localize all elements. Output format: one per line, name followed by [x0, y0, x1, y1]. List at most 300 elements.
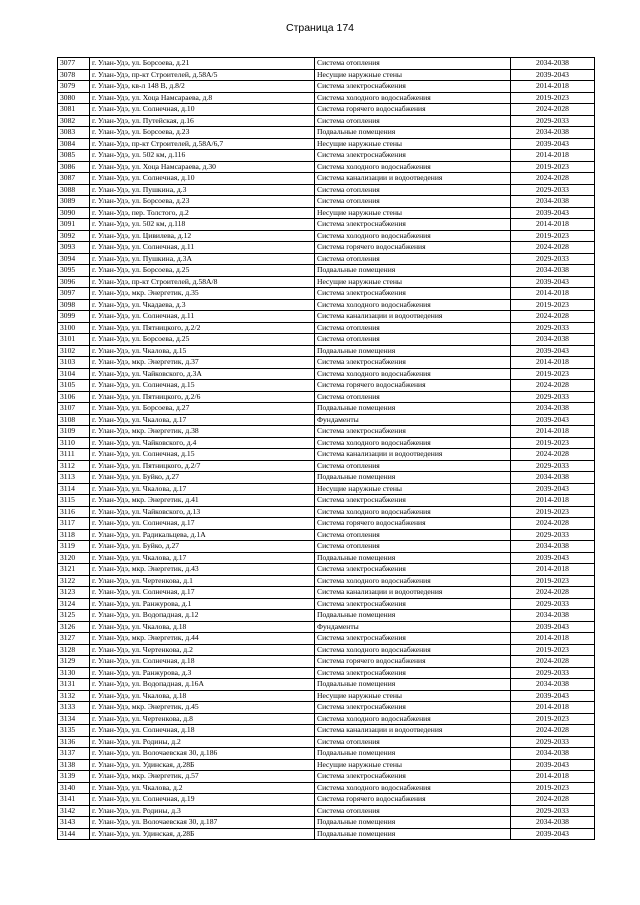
row-number: 3084	[58, 138, 90, 150]
system-cell: Система отопления	[315, 58, 511, 70]
period-cell: 2034-2038	[511, 541, 595, 553]
row-number: 3139	[58, 771, 90, 783]
address-cell: г. Улан-Удэ, ул. Радикальцева, д.1А	[90, 529, 315, 541]
table-row	[58, 794, 595, 806]
table-row	[58, 506, 595, 518]
row-number: 3089	[58, 196, 90, 208]
table-row	[58, 391, 595, 403]
row-number: 3083	[58, 127, 90, 139]
period-cell: 2029-2033	[511, 115, 595, 127]
table-row	[58, 92, 595, 104]
system-cell: Система отопления	[315, 334, 511, 346]
period-cell: 2019-2023	[511, 92, 595, 104]
period-cell: 2039-2043	[511, 552, 595, 564]
system-cell: Система отопления	[315, 805, 511, 817]
table-row	[58, 265, 595, 277]
table-row	[58, 644, 595, 656]
system-cell: Система электроснабжения	[315, 564, 511, 576]
table-row	[58, 610, 595, 622]
row-number: 3086	[58, 161, 90, 173]
address-cell: г. Улан-Удэ, ул. Чкалова, д.17	[90, 552, 315, 564]
table-row	[58, 828, 595, 840]
address-cell: г. Улан-Удэ, ул. Чкалова, д.17	[90, 483, 315, 495]
table-row	[58, 414, 595, 426]
table-row	[58, 253, 595, 265]
table-row	[58, 322, 595, 334]
system-cell: Система электроснабжения	[315, 771, 511, 783]
period-cell: 2039-2043	[511, 345, 595, 357]
address-cell: г. Улан-Удэ, ул. Буйко, д.27	[90, 541, 315, 553]
period-cell: 2024-2028	[511, 380, 595, 392]
system-cell: Система холодного водоснабжения	[315, 368, 511, 380]
system-cell: Система электроснабжения	[315, 219, 511, 231]
row-number: 3103	[58, 357, 90, 369]
address-cell: г. Улан-Удэ, ул. 502 км, д.118	[90, 219, 315, 231]
address-cell: г. Улан-Удэ, ул. Солнечная, д.15	[90, 380, 315, 392]
row-number: 3109	[58, 426, 90, 438]
row-number: 3136	[58, 736, 90, 748]
system-cell: Система электроснабжения	[315, 495, 511, 507]
table-row	[58, 449, 595, 461]
address-cell: г. Улан-Удэ, ул. 502 км, д.116	[90, 150, 315, 162]
period-cell: 2039-2043	[511, 621, 595, 633]
period-cell: 2039-2043	[511, 414, 595, 426]
row-number: 3134	[58, 713, 90, 725]
period-cell: 2034-2038	[511, 817, 595, 829]
row-number: 3118	[58, 529, 90, 541]
table-row	[58, 288, 595, 300]
address-cell: г. Улан-Удэ, пр-кт Строителей, д.58А/6,7	[90, 138, 315, 150]
period-cell: 2039-2043	[511, 828, 595, 840]
table-row	[58, 736, 595, 748]
system-cell: Система канализации и водоотведения	[315, 449, 511, 461]
period-cell: 2019-2023	[511, 713, 595, 725]
table-row	[58, 426, 595, 438]
period-cell: 2039-2043	[511, 483, 595, 495]
period-cell: 2039-2043	[511, 276, 595, 288]
row-number: 3082	[58, 115, 90, 127]
period-cell: 2024-2028	[511, 656, 595, 668]
period-cell: 2034-2038	[511, 265, 595, 277]
period-cell: 2014-2018	[511, 426, 595, 438]
table-body	[58, 58, 595, 840]
row-number: 3140	[58, 782, 90, 794]
address-cell: г. Улан-Удэ, ул. Чкалова, д.18	[90, 690, 315, 702]
system-cell: Система отопления	[315, 460, 511, 472]
address-cell: г. Улан-Удэ, мкр. Энергетик, д.37	[90, 357, 315, 369]
period-cell: 2014-2018	[511, 357, 595, 369]
system-cell: Подвальные помещения	[315, 552, 511, 564]
system-cell: Система электроснабжения	[315, 633, 511, 645]
table-row	[58, 138, 595, 150]
table-row	[58, 782, 595, 794]
system-cell: Система отопления	[315, 541, 511, 553]
table-row	[58, 127, 595, 139]
address-cell: г. Улан-Удэ, ул. Солнечная, д.19	[90, 794, 315, 806]
table-row	[58, 104, 595, 116]
table-row	[58, 81, 595, 93]
period-cell: 2034-2038	[511, 748, 595, 760]
period-cell: 2039-2043	[511, 690, 595, 702]
address-cell: г. Улан-Удэ, ул. Солнечная, д.10	[90, 173, 315, 185]
period-cell: 2024-2028	[511, 311, 595, 323]
address-cell: г. Улан-Удэ, ул. Чайковского, д.13	[90, 506, 315, 518]
row-number: 3093	[58, 242, 90, 254]
system-cell: Система отопления	[315, 184, 511, 196]
row-number: 3095	[58, 265, 90, 277]
period-cell: 2019-2023	[511, 506, 595, 518]
period-cell: 2029-2033	[511, 184, 595, 196]
period-cell: 2034-2038	[511, 610, 595, 622]
row-number: 3141	[58, 794, 90, 806]
system-cell: Система горячего водоснабжения	[315, 380, 511, 392]
system-cell: Подвальные помещения	[315, 748, 511, 760]
row-number: 3125	[58, 610, 90, 622]
row-number: 3113	[58, 472, 90, 484]
system-cell: Система горячего водоснабжения	[315, 518, 511, 530]
row-number: 3102	[58, 345, 90, 357]
row-number: 3142	[58, 805, 90, 817]
address-cell: г. Улан-Удэ, ул. Солнечная, д.17	[90, 587, 315, 599]
system-cell: Система холодного водоснабжения	[315, 644, 511, 656]
period-cell: 2034-2038	[511, 334, 595, 346]
table-row	[58, 345, 595, 357]
system-cell: Система отопления	[315, 391, 511, 403]
period-cell: 2014-2018	[511, 81, 595, 93]
table-row	[58, 173, 595, 185]
period-cell: 2029-2033	[511, 529, 595, 541]
address-cell: г. Улан-Удэ, ул. Чайковского, д.3А	[90, 368, 315, 380]
row-number: 3092	[58, 230, 90, 242]
system-cell: Система электроснабжения	[315, 702, 511, 714]
period-cell: 2029-2033	[511, 253, 595, 265]
system-cell: Несущие наружные стены	[315, 759, 511, 771]
system-cell: Система холодного водоснабжения	[315, 92, 511, 104]
table-row	[58, 483, 595, 495]
row-number: 3126	[58, 621, 90, 633]
table-row	[58, 184, 595, 196]
table-row	[58, 460, 595, 472]
table-row	[58, 552, 595, 564]
table-row	[58, 633, 595, 645]
system-cell: Система горячего водоснабжения	[315, 656, 511, 668]
system-cell: Подвальные помещения	[315, 345, 511, 357]
address-cell: г. Улан-Удэ, ул. Борсоева, д.25	[90, 265, 315, 277]
period-cell: 2029-2033	[511, 322, 595, 334]
table-row	[58, 334, 595, 346]
address-cell: г. Улан-Удэ, ул. Пятницкого, д.2/2	[90, 322, 315, 334]
table-row	[58, 437, 595, 449]
period-cell: 2014-2018	[511, 564, 595, 576]
table-row	[58, 656, 595, 668]
period-cell: 2034-2038	[511, 679, 595, 691]
address-cell: г. Улан-Удэ, ул. Солнечная, д.15	[90, 449, 315, 461]
period-cell: 2019-2023	[511, 299, 595, 311]
system-cell: Система холодного водоснабжения	[315, 782, 511, 794]
system-cell: Система электроснабжения	[315, 150, 511, 162]
row-number: 3100	[58, 322, 90, 334]
row-number: 3111	[58, 449, 90, 461]
row-number: 3101	[58, 334, 90, 346]
period-cell: 2029-2033	[511, 598, 595, 610]
system-cell: Система холодного водоснабжения	[315, 506, 511, 518]
system-cell: Система отопления	[315, 529, 511, 541]
system-cell: Фундаменты	[315, 621, 511, 633]
row-number: 3097	[58, 288, 90, 300]
table-row	[58, 598, 595, 610]
table-row	[58, 817, 595, 829]
period-cell: 2019-2023	[511, 368, 595, 380]
system-cell: Подвальные помещения	[315, 472, 511, 484]
address-cell: г. Улан-Удэ, ул. Чкалова, д.2	[90, 782, 315, 794]
system-cell: Система холодного водоснабжения	[315, 161, 511, 173]
address-cell: г. Улан-Удэ, ул. Хоца Намсараева, д.30	[90, 161, 315, 173]
row-number: 3116	[58, 506, 90, 518]
table-row	[58, 529, 595, 541]
table-row	[58, 69, 595, 81]
period-cell: 2014-2018	[511, 219, 595, 231]
row-number: 3127	[58, 633, 90, 645]
address-cell: г. Улан-Удэ, ул. Солнечная, д.18	[90, 725, 315, 737]
address-cell: г. Улан-Удэ, ул. Цивилева, д.12	[90, 230, 315, 242]
system-cell: Система канализации и водоотведения	[315, 587, 511, 599]
system-cell: Система холодного водоснабжения	[315, 575, 511, 587]
address-cell: г. Улан-Удэ, ул. Чкалова, д.17	[90, 414, 315, 426]
period-cell: 2014-2018	[511, 288, 595, 300]
system-cell: Система канализации и водоотведения	[315, 311, 511, 323]
table-row	[58, 207, 595, 219]
system-cell: Несущие наружные стены	[315, 69, 511, 81]
period-cell: 2024-2028	[511, 725, 595, 737]
address-cell: г. Улан-Удэ, мкр. Энергетик, д.43	[90, 564, 315, 576]
row-number: 3128	[58, 644, 90, 656]
system-cell: Система горячего водоснабжения	[315, 104, 511, 116]
period-cell: 2029-2033	[511, 460, 595, 472]
table-row	[58, 748, 595, 760]
row-number: 3110	[58, 437, 90, 449]
address-cell: г. Улан-Удэ, мкр. Энергетик, д.38	[90, 426, 315, 438]
period-cell: 2034-2038	[511, 403, 595, 415]
period-cell: 2029-2033	[511, 805, 595, 817]
row-number: 3106	[58, 391, 90, 403]
address-cell: г. Улан-Удэ, мкр. Энергетик, д.45	[90, 702, 315, 714]
row-number: 3137	[58, 748, 90, 760]
address-cell: г. Улан-Удэ, ул. Чкалова, д.18	[90, 621, 315, 633]
period-cell: 2014-2018	[511, 150, 595, 162]
system-cell: Система холодного водоснабжения	[315, 230, 511, 242]
address-cell: г. Улан-Удэ, ул. Солнечная, д.18	[90, 656, 315, 668]
address-cell: г. Улан-Удэ, ул. Солнечная, д.11	[90, 311, 315, 323]
repair-schedule-table	[57, 57, 595, 840]
row-number: 3121	[58, 564, 90, 576]
address-cell: г. Улан-Удэ, ул. Ранжурова, д.1	[90, 598, 315, 610]
period-cell: 2034-2038	[511, 58, 595, 70]
system-cell: Система холодного водоснабжения	[315, 713, 511, 725]
address-cell: г. Улан-Удэ, ул. Водопадная, д.16А	[90, 679, 315, 691]
table-row	[58, 725, 595, 737]
address-cell: г. Улан-Удэ, ул. Ранжурова, д.3	[90, 667, 315, 679]
period-cell: 2039-2043	[511, 759, 595, 771]
system-cell: Фундаменты	[315, 414, 511, 426]
table-row	[58, 311, 595, 323]
row-number: 3104	[58, 368, 90, 380]
row-number: 3079	[58, 81, 90, 93]
period-cell: 2024-2028	[511, 449, 595, 461]
table-row	[58, 575, 595, 587]
period-cell: 2024-2028	[511, 173, 595, 185]
period-cell: 2019-2023	[511, 437, 595, 449]
row-number: 3077	[58, 58, 90, 70]
period-cell: 2039-2043	[511, 69, 595, 81]
table-row	[58, 667, 595, 679]
page-title: Страница 174	[285, 22, 355, 34]
table-row	[58, 230, 595, 242]
address-cell: г. Улан-Удэ, ул. Солнечная, д.17	[90, 518, 315, 530]
table-row	[58, 380, 595, 392]
table-row	[58, 621, 595, 633]
address-cell: г. Улан-Удэ, кв-л 148 В, д.8/2	[90, 81, 315, 93]
address-cell: г. Улан-Удэ, ул. Удинская, д.28Б	[90, 759, 315, 771]
table-row	[58, 196, 595, 208]
address-cell: г. Улан-Удэ, ул. Пятницкого, д.2/6	[90, 391, 315, 403]
period-cell: 2034-2038	[511, 472, 595, 484]
period-cell: 2019-2023	[511, 161, 595, 173]
address-cell: г. Улан-Удэ, ул. Родины, д.3	[90, 805, 315, 817]
system-cell: Система отопления	[315, 115, 511, 127]
address-cell: г. Улан-Удэ, мкр. Энергетик, д.57	[90, 771, 315, 783]
system-cell: Система холодного водоснабжения	[315, 299, 511, 311]
system-cell: Подвальные помещения	[315, 828, 511, 840]
address-cell: г. Улан-Удэ, ул. Пушкина, д.3	[90, 184, 315, 196]
period-cell: 2039-2043	[511, 207, 595, 219]
row-number: 3115	[58, 495, 90, 507]
period-cell: 2024-2028	[511, 794, 595, 806]
address-cell: г. Улан-Удэ, ул. Солнечная, д.11	[90, 242, 315, 254]
row-number: 3112	[58, 460, 90, 472]
address-cell: г. Улан-Удэ, ул. Чкадаева, д.3	[90, 299, 315, 311]
row-number: 3108	[58, 414, 90, 426]
address-cell: г. Улан-Удэ, ул. Удинская, д.28Б	[90, 828, 315, 840]
period-cell: 2014-2018	[511, 633, 595, 645]
period-cell: 2029-2033	[511, 667, 595, 679]
row-number: 3135	[58, 725, 90, 737]
system-cell: Система канализации и водоотведения	[315, 173, 511, 185]
period-cell: 2024-2028	[511, 104, 595, 116]
table-row	[58, 495, 595, 507]
table-row	[58, 115, 595, 127]
table-row	[58, 713, 595, 725]
row-number: 3131	[58, 679, 90, 691]
address-cell: г. Улан-Удэ, ул. Борсоева, д.23	[90, 127, 315, 139]
system-cell: Система отопления	[315, 196, 511, 208]
address-cell: г. Улан-Удэ, ул. Чайковского, д.4	[90, 437, 315, 449]
system-cell: Подвальные помещения	[315, 127, 511, 139]
row-number: 3129	[58, 656, 90, 668]
address-cell: г. Улан-Удэ, мкр. Энергетик, д.35	[90, 288, 315, 300]
period-cell: 2024-2028	[511, 518, 595, 530]
row-number: 3114	[58, 483, 90, 495]
address-cell: г. Улан-Удэ, ул. Чкалова, д.15	[90, 345, 315, 357]
table-row	[58, 771, 595, 783]
table-row	[58, 357, 595, 369]
period-cell: 2024-2028	[511, 242, 595, 254]
system-cell: Система горячего водоснабжения	[315, 242, 511, 254]
address-cell: г. Улан-Удэ, ул. Борсоева, д.27	[90, 403, 315, 415]
table-row	[58, 150, 595, 162]
period-cell: 2014-2018	[511, 702, 595, 714]
row-number: 3132	[58, 690, 90, 702]
row-number: 3078	[58, 69, 90, 81]
system-cell: Несущие наружные стены	[315, 138, 511, 150]
table-row	[58, 564, 595, 576]
address-cell: г. Улан-Удэ, ул. Пушкина, д.3А	[90, 253, 315, 265]
row-number: 3081	[58, 104, 90, 116]
system-cell: Система электроснабжения	[315, 598, 511, 610]
row-number: 3105	[58, 380, 90, 392]
system-cell: Система отопления	[315, 322, 511, 334]
table-row	[58, 472, 595, 484]
address-cell: г. Улан-Удэ, ул. Путейская, д.16	[90, 115, 315, 127]
system-cell: Подвальные помещения	[315, 265, 511, 277]
system-cell: Несущие наружные стены	[315, 483, 511, 495]
row-number: 3119	[58, 541, 90, 553]
row-number: 3107	[58, 403, 90, 415]
address-cell: г. Улан-Удэ, ул. Хоца Намсараева, д.8	[90, 92, 315, 104]
system-cell: Система отопления	[315, 736, 511, 748]
period-cell: 2019-2023	[511, 230, 595, 242]
system-cell: Система электроснабжения	[315, 288, 511, 300]
table-row	[58, 299, 595, 311]
row-number: 3133	[58, 702, 90, 714]
table-row	[58, 541, 595, 553]
period-cell: 2029-2033	[511, 736, 595, 748]
address-cell: г. Улан-Удэ, ул. Чертенкова, д.1	[90, 575, 315, 587]
period-cell: 2039-2043	[511, 138, 595, 150]
address-cell: г. Улан-Удэ, ул. Борсоева, д.23	[90, 196, 315, 208]
row-number: 3098	[58, 299, 90, 311]
row-number: 3096	[58, 276, 90, 288]
row-number: 3091	[58, 219, 90, 231]
row-number: 3085	[58, 150, 90, 162]
row-number: 3090	[58, 207, 90, 219]
table-row	[58, 219, 595, 231]
address-cell: г. Улан-Удэ, пер. Толстого, д.2	[90, 207, 315, 219]
system-cell: Подвальные помещения	[315, 817, 511, 829]
system-cell: Система горячего водоснабжения	[315, 794, 511, 806]
period-cell: 2019-2023	[511, 575, 595, 587]
address-cell: г. Улан-Удэ, мкр. Энергетик, д.44	[90, 633, 315, 645]
period-cell: 2014-2018	[511, 771, 595, 783]
system-cell: Подвальные помещения	[315, 403, 511, 415]
table-row	[58, 805, 595, 817]
period-cell: 2029-2033	[511, 391, 595, 403]
period-cell: 2034-2038	[511, 127, 595, 139]
row-number: 3143	[58, 817, 90, 829]
row-number: 3144	[58, 828, 90, 840]
system-cell: Система холодного водоснабжения	[315, 437, 511, 449]
row-number: 3130	[58, 667, 90, 679]
address-cell: г. Улан-Удэ, ул. Волочаевская 30, д.187	[90, 817, 315, 829]
period-cell: 2019-2023	[511, 644, 595, 656]
system-cell: Система отопления	[315, 253, 511, 265]
row-number: 3122	[58, 575, 90, 587]
address-cell: г. Улан-Удэ, ул. Борсоева, д.21	[90, 58, 315, 70]
table-row	[58, 368, 595, 380]
period-cell: 2014-2018	[511, 495, 595, 507]
row-number: 3087	[58, 173, 90, 185]
system-cell: Подвальные помещения	[315, 679, 511, 691]
system-cell: Несущие наружные стены	[315, 207, 511, 219]
